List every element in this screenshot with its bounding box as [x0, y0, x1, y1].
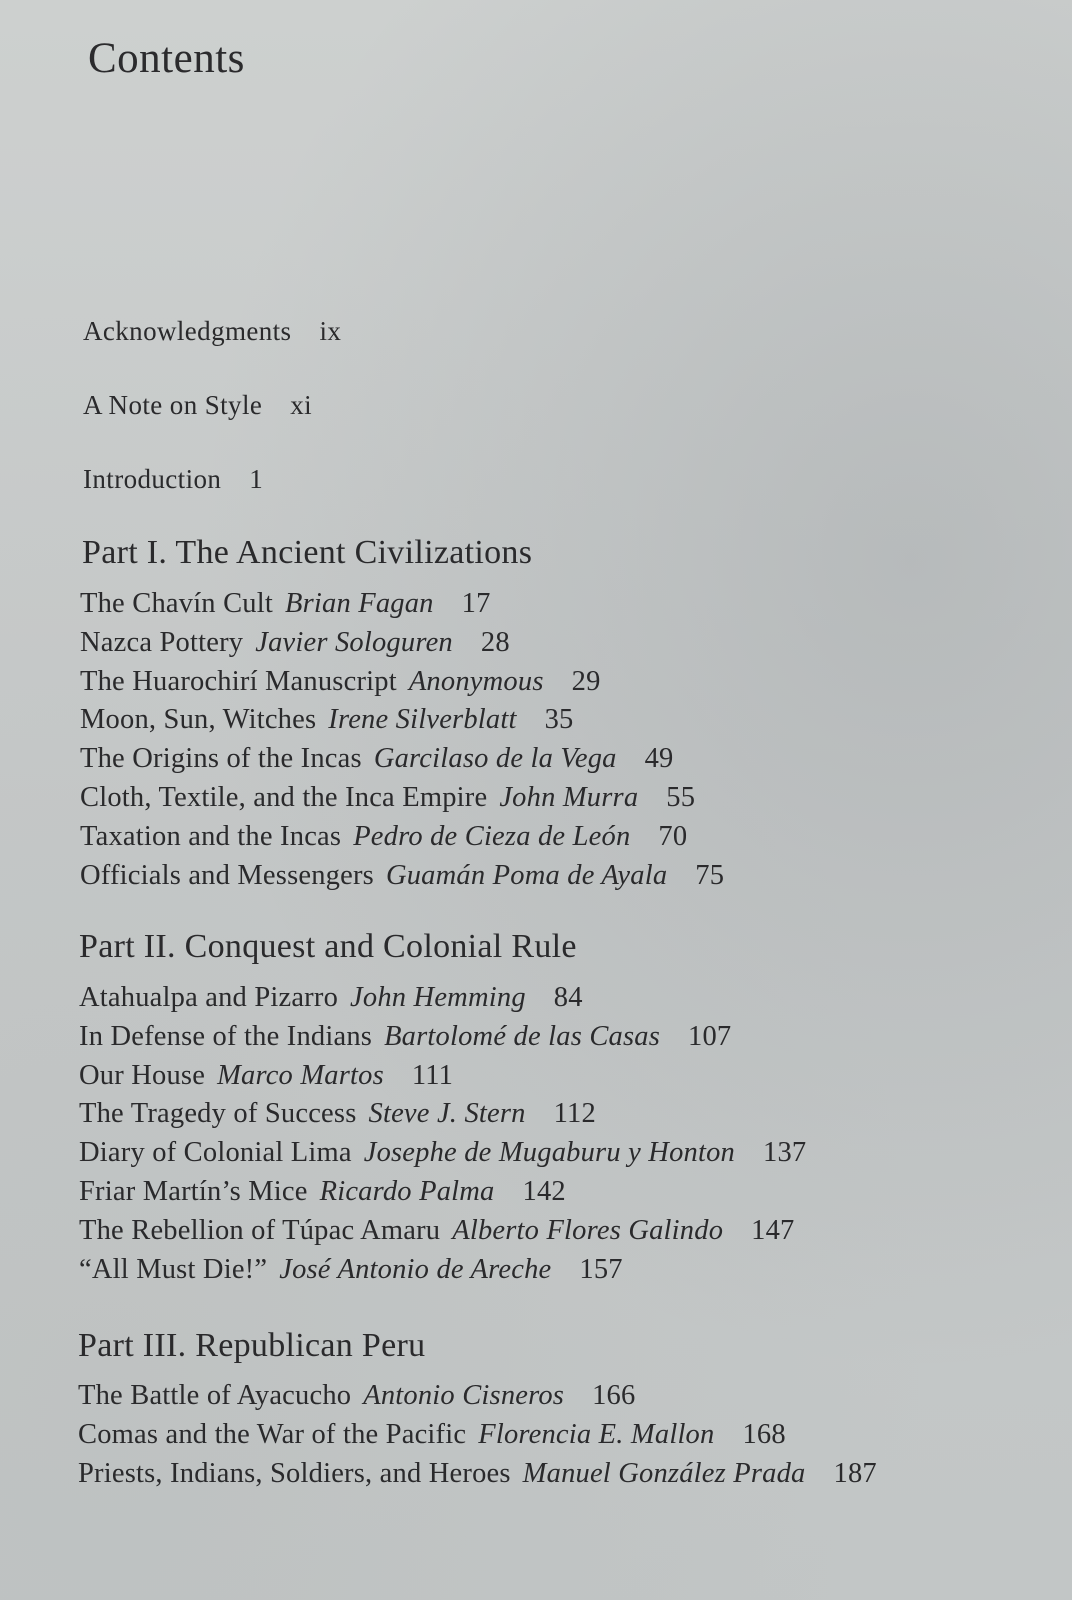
entry-author: Steve J. Stern	[368, 1098, 526, 1130]
entry-author: Guamán Poma de Ayala	[385, 859, 668, 891]
entry-author: Pedro de Cieza de León	[353, 820, 631, 852]
entry-author: Brian Fagan	[284, 588, 434, 619]
entry-title: Officials and Messengers	[80, 859, 374, 891]
front-matter-item-introduction	[83, 464, 263, 495]
entry-title: Priests, Indians, Soldiers, and Heroes	[78, 1457, 511, 1489]
toc-entry	[78, 1377, 877, 1416]
entry-page: 166	[592, 1380, 636, 1411]
entry-author: John Murra	[499, 781, 639, 813]
front-matter-item-note-on-style	[83, 390, 312, 421]
front-matter-label: Acknowledgments	[83, 316, 292, 346]
entry-title: Our House	[79, 1059, 206, 1091]
toc-entry	[80, 663, 724, 702]
entry-page: 111	[411, 1059, 454, 1091]
part-heading: Part III. Republican Peru	[78, 1327, 426, 1364]
entry-title: In Defense of the Indians	[79, 1020, 373, 1052]
toc-entry	[79, 1095, 806, 1134]
entry-page: 70	[658, 820, 688, 852]
toc-entry	[79, 1251, 806, 1290]
entry-title: “All Must Die!”	[79, 1253, 268, 1285]
entry-page: 35	[544, 704, 574, 736]
toc-entry	[80, 818, 724, 857]
part-1-entries	[80, 585, 724, 895]
part-heading: Part I. The Ancient Civilizations	[82, 534, 533, 571]
entry-page: 55	[666, 781, 696, 813]
entry-author: Garcilaso de la Vega	[373, 743, 617, 775]
part-heading: Part II. Conquest and Colonial Rule	[79, 928, 577, 965]
part-2-entries	[79, 979, 806, 1289]
toc-entry	[79, 979, 806, 1018]
toc-entry	[79, 1212, 806, 1251]
entry-title: Cloth, Textile, and the Inca Empire	[80, 781, 488, 813]
entry-author: José Antonio de Areche	[279, 1253, 552, 1285]
entry-author: Alberto Flores Galindo	[452, 1214, 724, 1246]
toc-entry	[80, 857, 724, 896]
front-matter-label: A Note on Style	[83, 390, 263, 420]
entry-title: Atahualpa and Pizarro	[79, 982, 339, 1013]
toc-entry	[78, 1455, 877, 1494]
entry-page: 28	[480, 626, 510, 658]
toc-entry	[80, 740, 724, 779]
toc-entry	[79, 1057, 806, 1096]
entry-author: Anonymous	[408, 665, 544, 697]
entry-title: Taxation and the Incas	[80, 820, 342, 852]
entry-page: 17	[461, 588, 491, 619]
toc-entry	[79, 1173, 806, 1212]
entry-author: Bartolomé de las Casas	[384, 1020, 661, 1052]
entry-title: Moon, Sun, Witches	[80, 704, 317, 736]
entry-title: Comas and the War of the Pacific	[78, 1418, 467, 1450]
entry-page: 112	[553, 1098, 596, 1130]
toc-entry	[80, 585, 724, 624]
entry-title: Friar Martín’s Mice	[79, 1175, 308, 1207]
entry-title: The Rebellion of Túpac Amaru	[79, 1214, 441, 1246]
front-matter-page: xi	[290, 390, 313, 420]
toc-entry	[79, 1134, 806, 1173]
entry-page: 75	[695, 859, 725, 891]
entry-page: 49	[644, 743, 674, 775]
entry-author: Ricardo Palma	[319, 1175, 495, 1207]
entry-title: Diary of Colonial Lima	[79, 1137, 352, 1169]
entry-title: The Huarochirí Manuscript	[80, 665, 397, 697]
entry-page: 107	[688, 1020, 732, 1052]
entry-author: Florencia E. Mallon	[478, 1418, 715, 1450]
front-matter-page: 1	[249, 464, 264, 494]
entry-title: Nazca Pottery	[80, 626, 244, 658]
page-title: Contents	[88, 35, 245, 82]
toc-entry	[80, 779, 724, 818]
part-3-entries	[78, 1377, 877, 1493]
entry-title: The Origins of the Incas	[80, 743, 362, 775]
entry-author: Manuel González Prada	[522, 1457, 806, 1489]
entry-page: 157	[579, 1253, 623, 1285]
entry-page: 142	[522, 1175, 566, 1207]
entry-author: Irene Silverblatt	[328, 704, 517, 736]
entry-author: Javier Sologuren	[255, 626, 453, 658]
toc-entry	[79, 1018, 806, 1057]
entry-page: 137	[763, 1137, 807, 1169]
toc-entry	[80, 624, 724, 663]
toc-entry	[78, 1416, 877, 1455]
entry-title: The Chavín Cult	[80, 588, 273, 619]
entry-title: The Tragedy of Success	[79, 1098, 357, 1130]
entry-title: The Battle of Ayacucho	[78, 1380, 352, 1411]
entry-page: 84	[553, 982, 583, 1013]
entry-page: 29	[571, 665, 601, 697]
front-matter-item-acknowledgments	[83, 316, 341, 347]
front-matter-page: ix	[319, 316, 342, 346]
entry-author: Antonio Cisneros	[363, 1380, 565, 1411]
toc-entry	[80, 701, 724, 740]
front-matter-label: Introduction	[83, 464, 222, 494]
entry-author: Marco Martos	[217, 1059, 384, 1091]
entry-author: John Hemming	[350, 982, 526, 1013]
entry-author: Josephe de Mugaburu y Honton	[363, 1137, 735, 1169]
entry-page: 168	[742, 1418, 786, 1450]
entry-page: 147	[751, 1214, 795, 1246]
entry-page: 187	[833, 1457, 877, 1489]
